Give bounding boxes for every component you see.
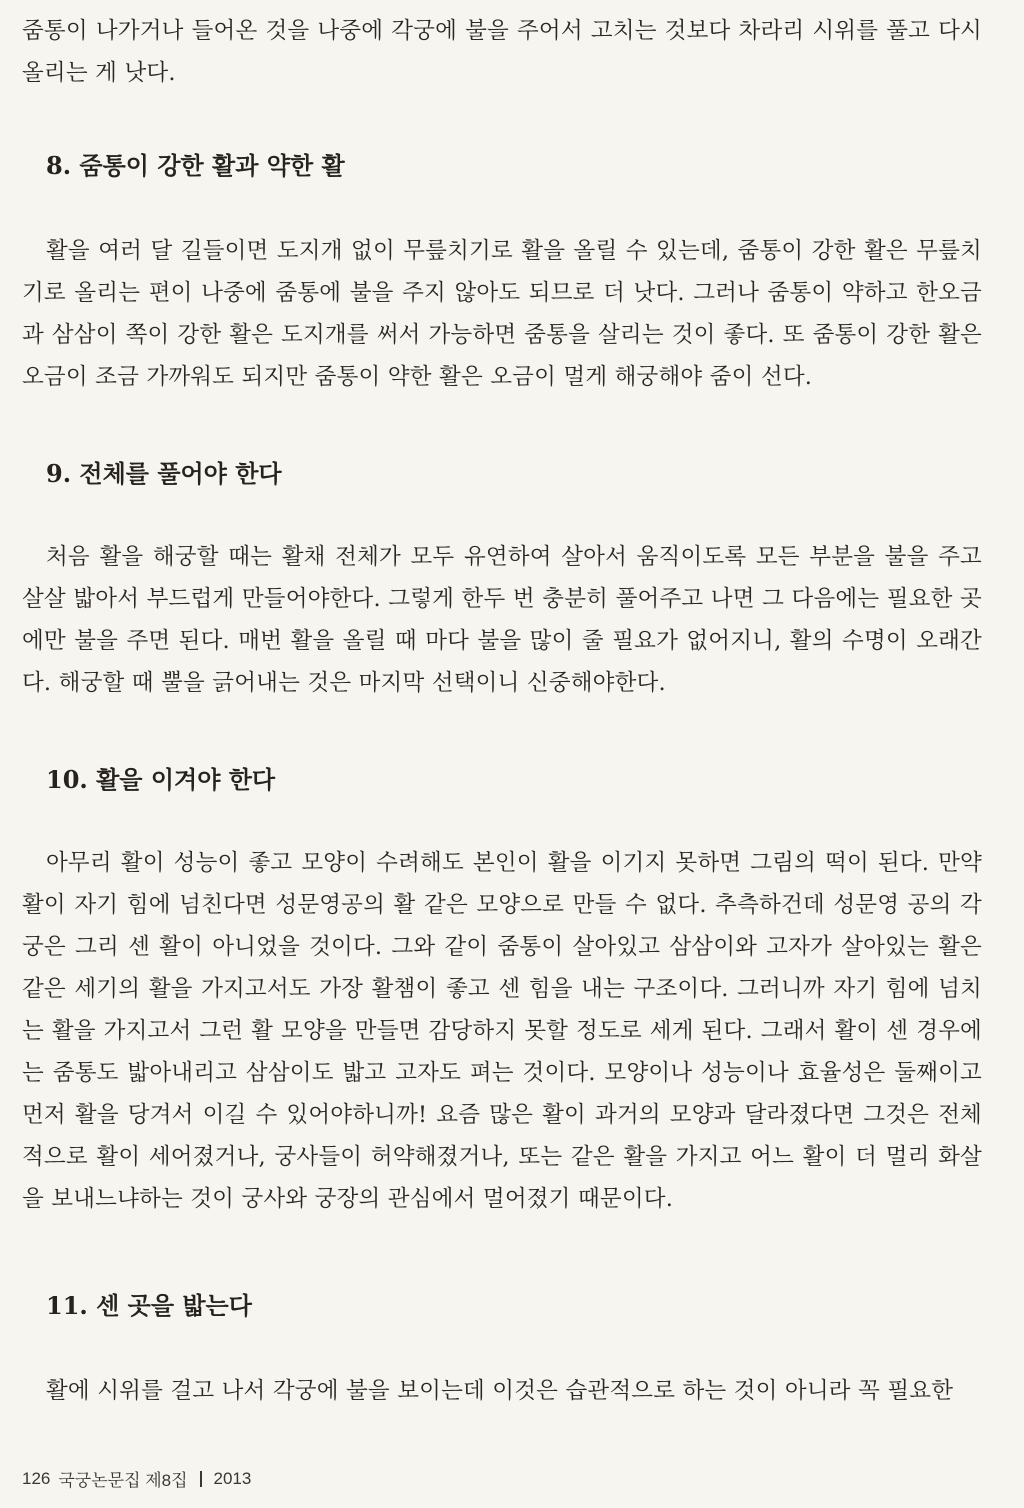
section-9-body: 처음 활을 해궁할 때는 활채 전체가 모두 유연하여 살아서 움직이도록 모든 부분을 불을 주고 살살 밟아서 부드럽게 만들어야한다. 그렇게 한두 번 충분히 풀어주고 나면 그 다음에는 필요한 곳에만 불을 주면 된다. 매번 활을 올릴 때 마다 불을 많이 줄 필요가 없어지니, 활의 수명이 오래간다. 해궁할 때 뿔을 긁어내는 것은 마지막 선택이니 신중해야한다. — [22, 544, 982, 696]
section-8-body: 활을 여러 달 길들이면 도지개 없이 무릎치기로 활을 올릴 수 있는데, 줌통이 강한 활은 무릎치기로 올리는 편이 나중에 줌통에 불을 주지 않아도 되므로 더 낫다. 그러나 줌통이 약하고 한오금과 삼삼이 쪽이 강한 활은 도지개를 써서 가능하면 줌통을 살리는 것이 좋다. 또 줌통이 강한 활은 오금이 조금 가까워도 되지만 줌통이 약한 활은 오금이 멀게 해궁해야 줌이 선다. — [22, 238, 982, 390]
publication-year: 2013 — [213, 1468, 252, 1488]
publication-title: 국궁논문집 제8집 — [58, 1471, 188, 1490]
page-footer — [22, 1466, 251, 1491]
page-number: 126 — [22, 1468, 51, 1488]
section-8-heading: 8. 줌통이 강한 활과 약한 활 — [46, 151, 345, 180]
intro-paragraph: 줌통이 나가거나 들어온 것을 나중에 각궁에 불을 주어서 고치는 것보다 차라리 시위를 풀고 다시 올리는 게 낫다. — [22, 18, 982, 86]
section-11-body: 활에 시위를 걸고 나서 각궁에 불을 보이는데 이것은 습관적으로 하는 것이 아니라 꼭 필요한 — [46, 1378, 954, 1404]
footer-separator — [200, 1471, 202, 1487]
section-11-heading: 11. 센 곳을 밟는다 — [46, 1291, 252, 1320]
section-10-body: 아무리 활이 성능이 좋고 모양이 수려해도 본인이 활을 이기지 못하면 그림의 떡이 된다. 만약 활이 자기 힘에 넘친다면 성문영공의 활 같은 모양으로 만들 수 없다. 추측하건데 성문영 공의 각궁은 그리 센 활이 아니었을 것이다. 그와 같이 줌통이 살아있고 삼삼이와 고자가 살아있는 활은 같은 세기의 활을 가지고서도 가장 활챔이 좋고 센 힘을 내는 구조이다. 그러니까 자기 힘에 넘치는 활을 가지고서 그런 활 모양을 만들면 감당하지 못할 정도로 세게 된다. 그래서 활이 센 경우에는 줌통도 밟아내리고 삼삼이도 밟고 고자도 펴는 것이다. 모양이나 성능이나 효율성은 둘째이고 먼저 활을 당겨서 이길 수 있어야하니까! 요즘 많은 활이 과거의 모양과 달라졌다면 그것은 전체적으로 활이 세어졌거나, 궁사들이 허약해졌거나, 또는 같은 활을 가지고 어느 활이 더 멀리 화살을 보내느냐하는 것이 궁사와 궁장의 관심에서 멀어졌기 때문이다. — [22, 850, 982, 1212]
section-9-heading: 9. 전체를 풀어야 한다 — [46, 459, 282, 488]
section-10-heading: 10. 활을 이겨야 한다 — [46, 765, 276, 794]
